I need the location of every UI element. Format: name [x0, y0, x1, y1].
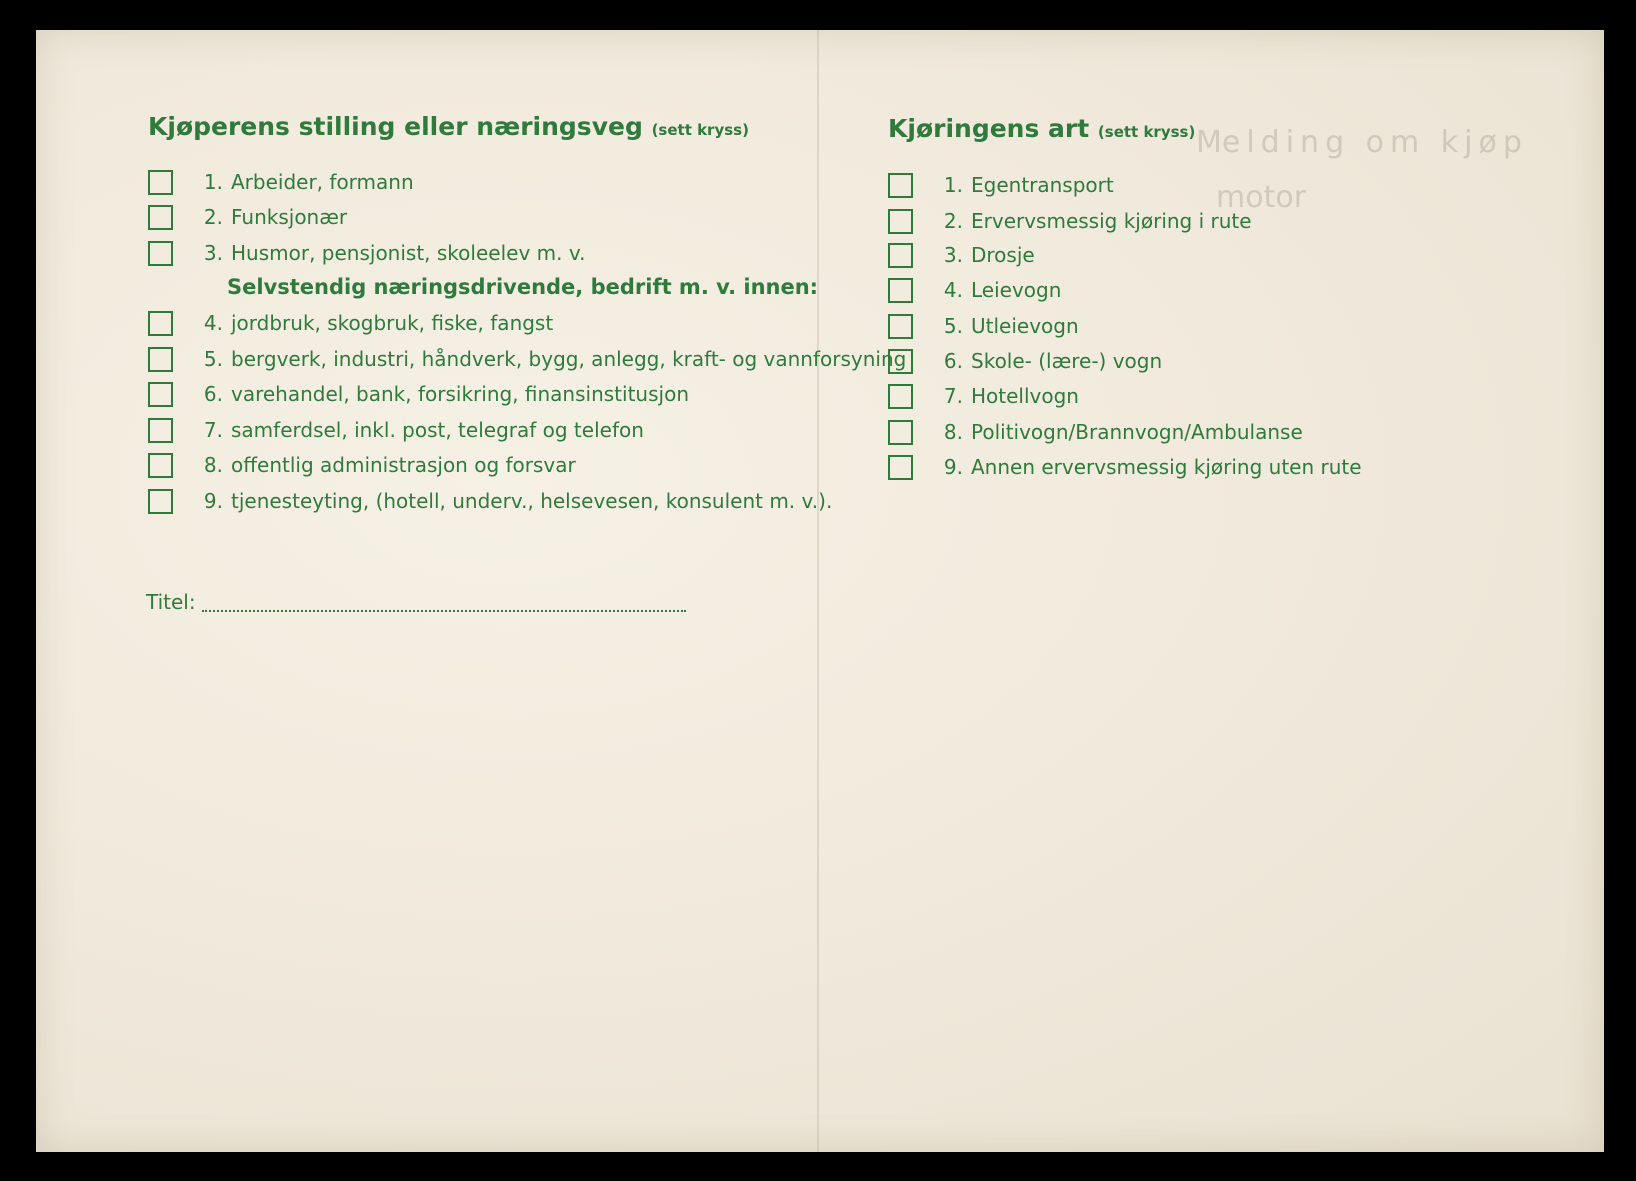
checkbox[interactable]	[148, 453, 173, 478]
list-item	[148, 238, 585, 268]
checkbox[interactable]	[148, 382, 173, 407]
item-number: 4.	[943, 278, 963, 302]
titel-input-line[interactable]	[202, 610, 686, 612]
checkbox[interactable]	[148, 489, 173, 514]
checkbox[interactable]	[148, 311, 173, 336]
checkbox[interactable]	[888, 349, 913, 374]
buyer-occupation-heading	[148, 112, 749, 141]
item-number: 2.	[943, 209, 963, 233]
checkbox[interactable]	[148, 205, 173, 230]
checkbox[interactable]	[888, 384, 913, 409]
heading-note: (sett kryss)	[651, 121, 749, 139]
item-label: tjenesteyting, (hotell, underv., helsevesen, konsulent m. v.).	[231, 489, 833, 513]
item-label: bergverk, industri, håndverk, bygg, anlegg, kraft- og vannforsyning	[231, 347, 907, 371]
list-item	[148, 379, 689, 409]
driving-type-heading	[888, 114, 1195, 143]
list-item	[148, 344, 906, 374]
heading-note: (sett kryss)	[1097, 123, 1196, 141]
item-number: 3.	[943, 243, 963, 267]
item-label: Funksjonær	[231, 205, 348, 229]
bleed-through-text: motor	[1216, 180, 1307, 215]
list-item	[888, 417, 1303, 447]
item-number: 5.	[943, 314, 963, 338]
list-item	[888, 452, 1362, 482]
item-label: samferdsel, inkl. post, telegraf og telefon	[231, 418, 644, 442]
checkbox[interactable]	[888, 455, 913, 480]
list-item	[888, 240, 1035, 270]
bleed-through-text: Melding om kjøp	[1196, 125, 1528, 160]
checkbox[interactable]	[888, 314, 913, 339]
list-item	[148, 308, 553, 338]
list-item	[888, 311, 1079, 341]
item-label: Egentransport	[971, 173, 1114, 197]
checkbox[interactable]	[148, 241, 173, 266]
item-number: 8.	[203, 453, 223, 477]
item-label: Arbeider, formann	[231, 170, 414, 194]
checkbox[interactable]	[148, 418, 173, 443]
heading-text: Kjøperens stilling eller næringsveg	[148, 112, 643, 141]
list-item	[888, 275, 1061, 305]
item-number: 2.	[203, 205, 223, 229]
list-item	[148, 450, 576, 480]
item-label: Annen ervervsmessig kjøring uten rute	[971, 455, 1362, 479]
list-item	[888, 346, 1162, 376]
titel-label: Titel:	[146, 590, 196, 614]
item-number: 3.	[203, 241, 223, 265]
item-label: Ervervsmessig kjøring i rute	[971, 209, 1252, 233]
item-label: Hotellvogn	[971, 384, 1079, 408]
item-number: 7.	[203, 418, 223, 442]
item-number: 6.	[943, 349, 963, 373]
item-label: Leievogn	[971, 278, 1062, 302]
checkbox[interactable]	[888, 420, 913, 445]
item-label: offentlig administrasjon og forsvar	[231, 453, 576, 477]
list-item	[888, 170, 1114, 200]
item-number: 1.	[943, 173, 963, 197]
heading-text: Kjøringens art	[888, 114, 1090, 143]
list-item	[148, 486, 832, 516]
list-item	[148, 167, 414, 197]
checkbox[interactable]	[148, 347, 173, 372]
checkbox[interactable]	[888, 209, 913, 234]
item-number: 6.	[203, 382, 223, 406]
item-label: jordbruk, skogbruk, fiske, fangst	[231, 311, 554, 335]
list-item	[888, 381, 1079, 411]
item-number: 9.	[943, 455, 963, 479]
item-number: 8.	[943, 420, 963, 444]
list-item	[148, 415, 644, 445]
checkbox[interactable]	[888, 243, 913, 268]
item-label: Husmor, pensjonist, skoleelev m. v.	[231, 241, 586, 265]
item-number: 1.	[203, 170, 223, 194]
item-label: Skole- (lære-) vogn	[971, 349, 1163, 373]
list-item	[888, 206, 1252, 236]
item-label: Utleievogn	[971, 314, 1079, 338]
item-label: Drosje	[971, 243, 1035, 267]
item-number: 9.	[203, 489, 223, 513]
checkbox[interactable]	[148, 170, 173, 195]
item-number: 5.	[203, 347, 223, 371]
item-number: 7.	[943, 384, 963, 408]
item-number: 4.	[203, 311, 223, 335]
form-sheet	[36, 30, 1604, 1152]
item-label: Politivogn/Brannvogn/Ambulanse	[971, 420, 1303, 444]
self-employed-subheading: Selvstendig næringsdrivende, bedrift m. v. innen:	[227, 275, 819, 299]
checkbox[interactable]	[888, 173, 913, 198]
item-label: varehandel, bank, forsikring, finansinstitusjon	[231, 382, 689, 406]
checkbox[interactable]	[888, 278, 913, 303]
list-item	[148, 202, 347, 232]
